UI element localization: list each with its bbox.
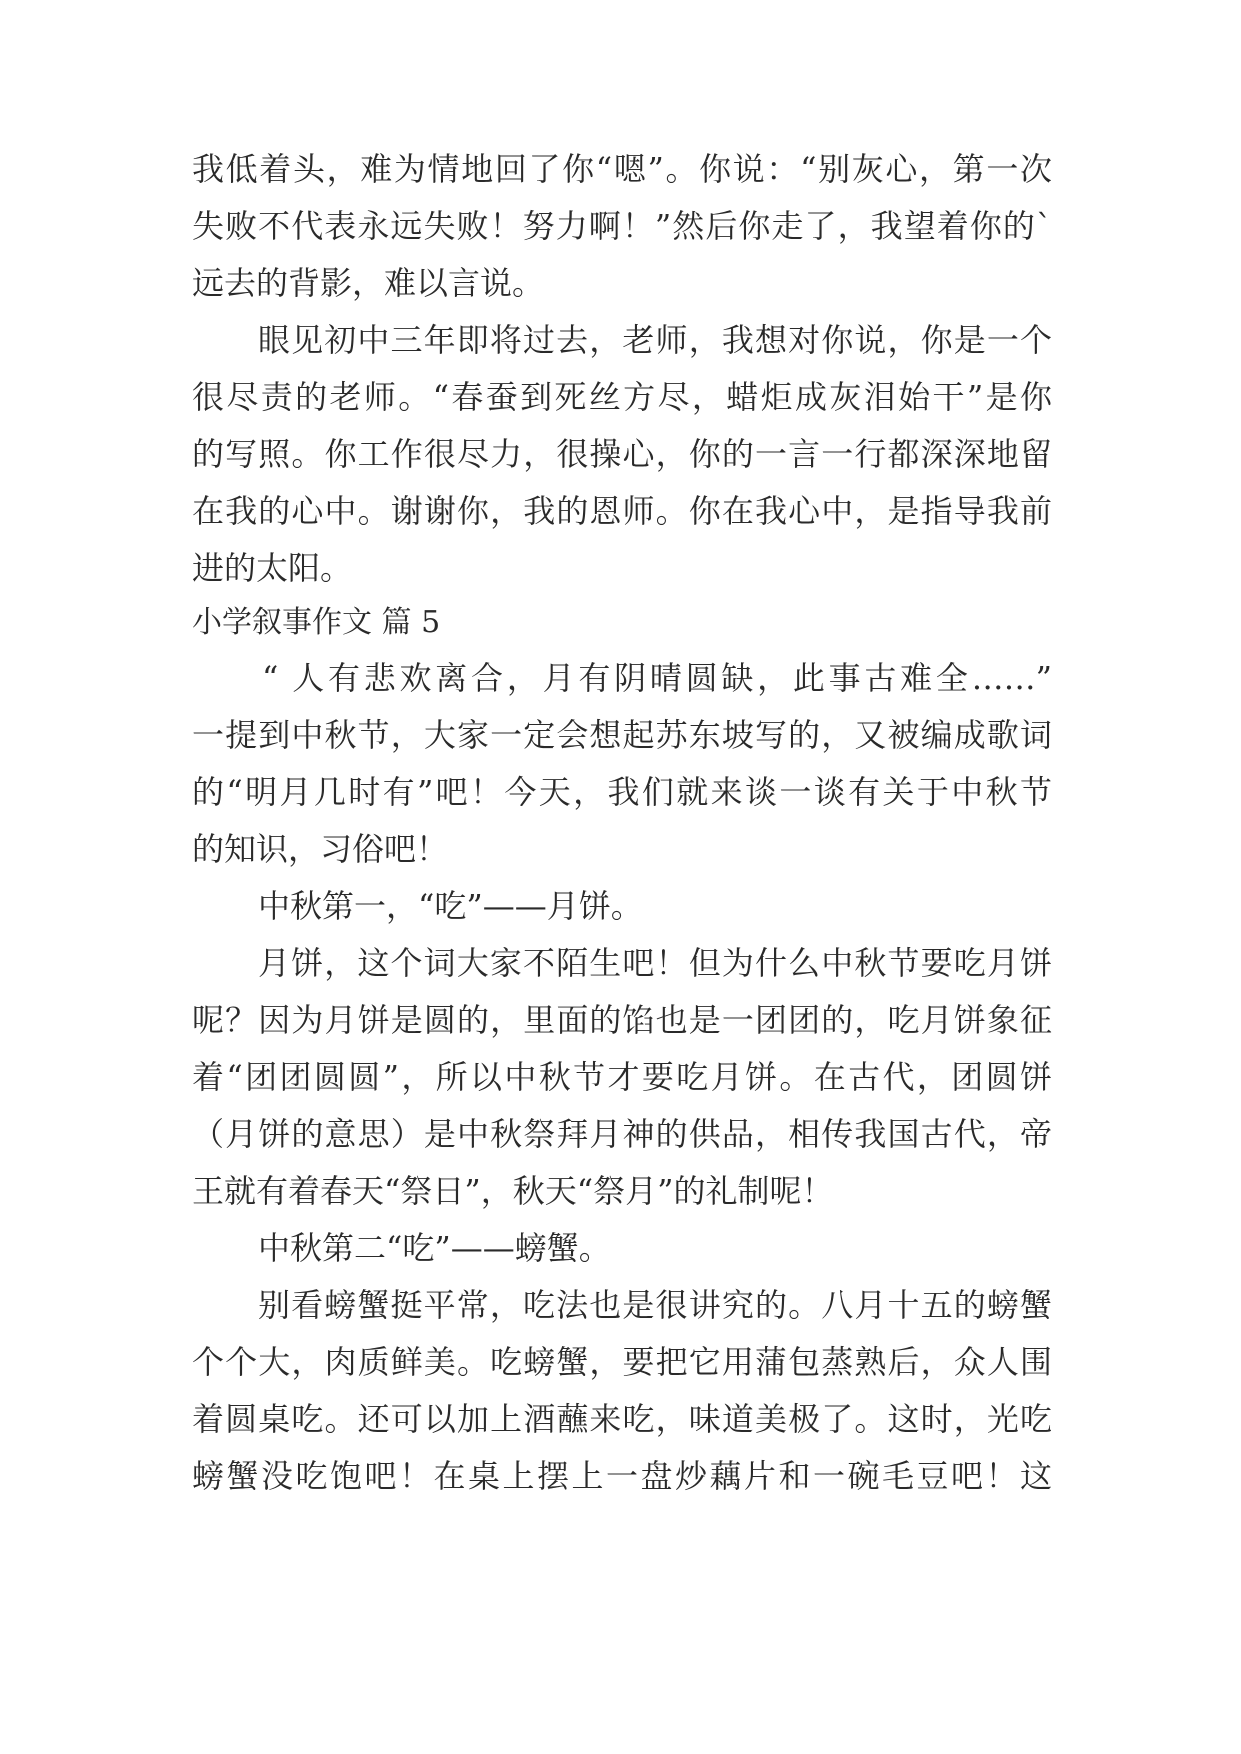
text-line: 中秋第一，“吃”——月饼。 bbox=[258, 887, 643, 925]
text-line: 的写照。你工作很尽力，很操心，你的一言一行都深深地留 bbox=[192, 435, 1052, 473]
text-line: （月饼的意思）是中秋祭拜月神的供品，相传我国古代，帝 bbox=[192, 1115, 1052, 1153]
text-line: 别看螃蟹挺平常，吃法也是很讲究的。八月十五的螃蟹 bbox=[258, 1286, 1052, 1324]
text-line: 中秋第二“吃”——螃蟹。 bbox=[258, 1229, 611, 1267]
text-line: 在我的心中。谢谢你，我的恩师。你在我心中，是指导我前 bbox=[192, 492, 1052, 530]
text-line: “ 人有悲欢离合，月有阴晴圆缺，此事古难全……” bbox=[262, 659, 1052, 697]
text-line: 失败不代表永远失败！努力啊！”然后你走了，我望着你的` bbox=[192, 207, 1052, 245]
text-line: 进的太阳。 bbox=[192, 549, 353, 587]
text-line: 螃蟹没吃饱吧！在桌上摆上一盘炒藕片和一碗毛豆吧！这 bbox=[192, 1457, 1052, 1495]
text-line: 王就有着春天“祭日”，秋天“祭月”的礼制呢！ bbox=[192, 1172, 834, 1210]
text-line: 着“团团圆圆”，所以中秋节才要吃月饼。在古代，团圆饼 bbox=[192, 1058, 1052, 1096]
text-line: 着圆桌吃。还可以加上酒蘸来吃，味道美极了。这时，光吃 bbox=[192, 1400, 1052, 1438]
text-line: 的“明月几时有”吧！今天，我们就来谈一谈有关于中秋节 bbox=[192, 773, 1052, 811]
text-line: 我低着头，难为情地回了你“嗯”。你说：“别灰心，第一次 bbox=[192, 150, 1052, 188]
text-line: 个个大，肉质鲜美。吃螃蟹，要把它用蒲包蒸熟后，众人围 bbox=[192, 1343, 1052, 1381]
text-line: 的知识，习俗吧！ bbox=[192, 830, 449, 868]
text-line: 呢？因为月饼是圆的，里面的馅也是一团团的，吃月饼象征 bbox=[192, 1001, 1052, 1039]
text-line: 很尽责的老师。“春蚕到死丝方尽，蜡炬成灰泪始干”是你 bbox=[192, 378, 1052, 416]
section-heading: 小学叙事作文 篇 5 bbox=[192, 605, 441, 640]
text-line: 远去的背影，难以言说。 bbox=[192, 264, 545, 302]
text-line: 眼见初中三年即将过去，老师，我想对你说，你是一个 bbox=[258, 321, 1052, 359]
text-line: 一提到中秋节，大家一定会想起苏东坡写的，又被编成歌词 bbox=[192, 716, 1052, 754]
text-line: 月饼，这个词大家不陌生吧！但为什么中秋节要吃月饼 bbox=[258, 944, 1052, 982]
